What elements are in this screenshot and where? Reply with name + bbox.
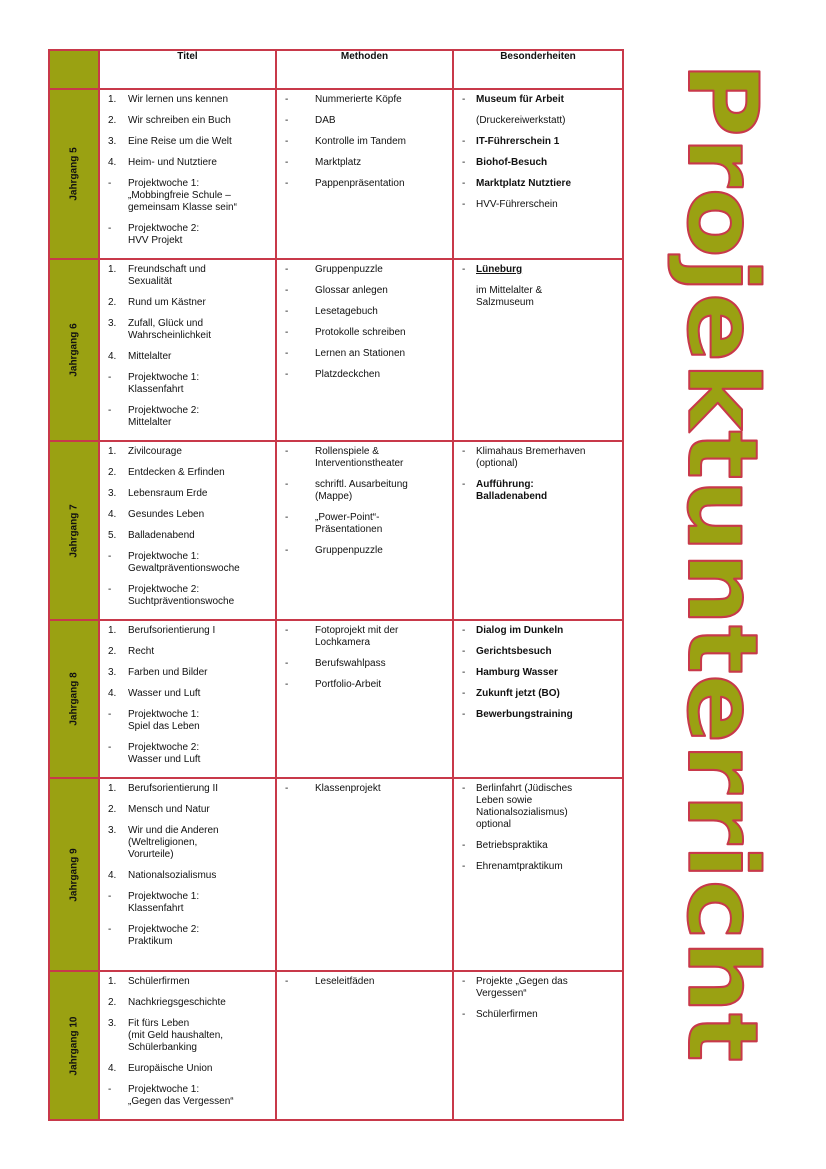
besonderheiten-list [454,779,622,884]
list-item [462,136,616,148]
list-item [108,924,269,948]
list-item [108,976,269,988]
item-text: Eine Reise um die Welt [128,136,232,147]
list-item [285,976,446,988]
item-marker: - [108,709,112,720]
header-titel: Titel [99,50,276,89]
item-text: Berufsorientierung I [128,625,216,636]
list-item [108,264,269,288]
year-label: Jahrgang 8 [68,672,80,726]
titel-cell [99,259,276,441]
item-marker: - [462,199,466,210]
item-text: Mensch und Natur [128,804,210,815]
item-marker: - [285,479,289,490]
year-label: Jahrgang 5 [68,147,80,201]
item-marker: - [108,924,112,935]
item-text: Zivilcourage [128,446,182,457]
item-marker: - [108,178,112,189]
item-text: Aufführung: Balladenabend [476,479,548,502]
item-text: Klassenprojekt [315,783,381,794]
item-text: Europäische Union [128,1063,213,1074]
item-marker: - [285,157,289,168]
list-item [462,199,616,211]
list-item [108,297,269,309]
item-marker: - [285,783,289,794]
item-text: Gruppenpuzzle [315,545,383,556]
item-text: IT-Führerschein 1 [476,136,560,147]
list-item [285,512,446,536]
list-item [285,306,446,318]
methoden-cell [276,620,453,778]
item-text: Projektwoche 1: „Mobbingfreie Schule – gemeinsam Klasse sein“ [128,178,237,213]
list-item [108,688,269,700]
item-marker: 4. [108,509,117,520]
item-text: Marktplatz [315,157,362,168]
titel-list [100,442,275,619]
list-item [108,372,269,396]
list-item [108,1063,269,1075]
side-title [665,62,778,1062]
list-item [462,625,616,637]
list-item [108,625,269,637]
item-text: Projektwoche 2: Praktikum [128,924,200,947]
besonderheiten-list [454,260,622,320]
item-marker: - [285,136,289,147]
item-text: Farben und Bilder [128,667,208,678]
list-item [285,264,446,276]
item-text: Zufall, Glück und Wahrscheinlichkeit [128,318,211,341]
item-marker: 4. [108,157,117,168]
item-marker [462,285,476,309]
methoden-list [277,972,452,999]
list-item [108,530,269,542]
item-marker: - [108,223,112,234]
item-text: Projektwoche 2: HVV Projekt [128,223,200,246]
item-marker: - [285,348,289,359]
item-text: Freundschaft und Sexualität [128,264,206,287]
item-text: Betriebspraktika [476,840,548,851]
methoden-cell [276,971,453,1120]
list-item [108,997,269,1009]
item-marker: - [108,372,112,383]
list-item [108,783,269,795]
list-item [108,446,269,458]
list-item [108,804,269,816]
item-marker: - [462,709,466,720]
besonderheiten-list [454,90,622,222]
titel-cell [99,778,276,971]
table-row [49,971,623,1120]
item-marker: 4. [108,870,117,881]
item-marker: - [285,446,289,457]
list-item [285,178,446,190]
item-marker: 2. [108,297,117,308]
list-item [285,679,446,691]
list-item [285,625,446,649]
year-cell [49,778,99,971]
titel-cell [99,620,276,778]
item-text: Mittelalter [128,351,172,362]
corner-cell [49,50,99,89]
item-marker: - [108,584,112,595]
item-text: Rollenspiele & Interventionstheater [315,446,404,469]
item-text: Projektwoche 2: Mittelalter [128,405,200,428]
item-marker: - [285,512,289,523]
list-item [462,667,616,679]
list-item [462,861,616,873]
item-marker: 1. [108,783,117,794]
item-marker: - [462,94,466,105]
titel-list [100,621,275,777]
table-row [49,441,623,620]
methoden-list [277,621,452,702]
item-text: Portfolio-Arbeit [315,679,382,690]
side-title-text: Projektunterricht [666,62,778,1000]
methoden-cell [276,441,453,620]
item-marker: - [462,976,466,987]
item-marker: - [108,551,112,562]
item-marker: - [285,115,289,126]
list-item [462,285,616,309]
methoden-list [277,779,452,806]
list-item [285,545,446,557]
besonderheiten-cell [453,89,623,259]
year-label: Jahrgang 6 [68,323,80,377]
list-item [108,891,269,915]
item-marker: - [285,369,289,380]
item-marker: - [285,976,289,987]
item-text: Fotoprojekt mit der Lochkamera [315,625,399,648]
list-item [108,115,269,127]
header-methoden: Methoden [276,50,453,89]
list-item [462,157,616,169]
besonderheiten-cell [453,778,623,971]
year-cell [49,620,99,778]
item-text: Recht [128,646,155,657]
methoden-cell [276,778,453,971]
item-text: Projektwoche 1: Gewaltpräventionswoche [128,551,240,574]
project-table [48,49,624,1121]
year-cell [49,971,99,1120]
item-marker: - [462,840,466,851]
item-marker: - [285,658,289,669]
item-marker: 4. [108,688,117,699]
list-item [108,870,269,882]
year-label: Jahrgang 9 [68,847,80,902]
item-text: Projektwoche 1: „Gegen das Vergessen“ [128,1084,234,1107]
table-row [49,89,623,259]
list-item [285,658,446,670]
methoden-cell [276,89,453,259]
item-text: Schülerfirmen [476,1009,538,1020]
item-text: schriftl. Ausarbeitung (Mappe) [315,479,408,502]
item-marker: - [462,178,466,189]
item-text: Projektwoche 2: Suchtpräventionswoche [128,584,235,607]
item-text: Projekte „Gegen das Vergessen“ [476,976,568,999]
item-text: Wasser und Luft [128,688,201,699]
item-text: Wir lernen uns kennen [128,94,229,105]
item-marker: - [285,285,289,296]
table-body [49,89,623,1120]
item-text: DAB [315,115,336,126]
item-text: Projektwoche 1: Spiel das Leben [128,709,200,732]
list-item [462,446,616,470]
item-text: Entdecken & Erfinden [128,467,225,478]
item-text: Dialog im Dunkeln [476,625,564,636]
item-text: Wir und die Anderen (Weltreligionen, Vorurteile) [128,825,219,860]
besonderheiten-cell [453,971,623,1120]
item-marker: - [108,1084,112,1095]
item-marker: - [285,545,289,556]
item-text: Biohof-Besuch [476,157,548,168]
item-marker: 3. [108,136,117,147]
item-marker: 3. [108,825,117,836]
year-cell [49,441,99,620]
header-besonderheiten: Besonderheiten [453,50,623,89]
item-marker: 3. [108,488,117,499]
item-marker: 2. [108,646,117,657]
item-marker: - [462,136,466,147]
list-item [108,351,269,363]
list-item [462,783,616,831]
list-item [285,348,446,360]
titel-list [100,779,275,959]
year-label: Jahrgang 7 [68,503,80,558]
item-marker: - [108,405,112,416]
item-marker: 2. [108,997,117,1008]
item-marker: 2. [108,467,117,478]
list-item [285,157,446,169]
list-item [108,136,269,148]
item-text: Lebensraum Erde [128,488,208,499]
item-text: Projektwoche 1: Klassenfahrt [128,372,200,395]
list-item [108,742,269,766]
item-marker: 4. [108,351,117,362]
item-marker: - [462,688,466,699]
list-item [462,976,616,1000]
item-marker: - [462,667,466,678]
item-text: Projektwoche 1: Klassenfahrt [128,891,200,914]
list-item [108,223,269,247]
list-item [285,446,446,470]
item-text: Projektwoche 2: Wasser und Luft [128,742,201,765]
item-text: Leseleitfäden [315,976,375,987]
item-marker: 1. [108,625,117,636]
titel-cell [99,971,276,1120]
titel-cell [99,89,276,259]
besonderheiten-cell [453,620,623,778]
item-marker: 3. [108,667,117,678]
item-text: Nachkriegsgeschichte [128,997,226,1008]
item-text: Rund um Kästner [128,297,206,308]
list-item [108,667,269,679]
item-text: Lernen an Stationen [315,348,406,359]
item-text: (Druckereiwerkstatt) [476,115,566,126]
item-marker: - [285,327,289,338]
item-marker: - [462,157,466,168]
item-marker: - [285,306,289,317]
item-text: Klimahaus Bremerhaven (optional) [476,446,586,469]
item-marker: 1. [108,264,117,275]
item-marker: - [462,264,466,275]
list-item [108,825,269,861]
list-item [462,688,616,700]
titel-cell [99,441,276,620]
item-text: im Mittelalter & Salzmuseum [476,285,543,308]
titel-list [100,260,275,440]
item-text: Platzdeckchen [315,369,381,380]
item-text: Berlinfahrt (Jüdisches Leben sowie Nationalsozialismus) optional [476,783,573,830]
list-item [462,646,616,658]
list-item [108,318,269,342]
item-marker: 2. [108,804,117,815]
list-item [462,1009,616,1021]
item-marker: 1. [108,94,117,105]
list-item [285,479,446,503]
item-marker: - [108,742,112,753]
item-marker: - [108,891,112,902]
item-text: Protokolle schreiben [315,327,406,338]
item-marker: - [462,625,466,636]
besonderheiten-cell [453,259,623,441]
list-item [285,285,446,297]
list-item [108,709,269,733]
item-text: Fit fürs Leben (mit Geld haushalten, Schülerbanking [128,1018,224,1053]
item-marker: - [462,446,466,457]
item-marker: - [285,94,289,105]
methoden-list [277,442,452,568]
methoden-list [277,260,452,392]
list-item [462,264,616,276]
item-marker: 3. [108,1018,117,1029]
item-marker: 3. [108,318,117,329]
list-item [108,1084,269,1108]
item-text: Heim- und Nutztiere [128,157,217,168]
list-item [462,115,616,127]
item-text: Gerichtsbesuch [476,646,552,657]
item-text: Bewerbungstraining [476,709,573,720]
besonderheiten-list [454,621,622,732]
item-text: Schülerfirmen [128,976,190,987]
item-marker: - [285,178,289,189]
item-text: Glossar anlegen [315,285,388,296]
list-item [462,840,616,852]
list-item [108,405,269,429]
item-marker: - [462,1009,466,1020]
item-text: Gesundes Leben [128,509,205,520]
table-row [49,259,623,441]
titel-list [100,972,275,1119]
header-row [49,50,623,89]
list-item [108,94,269,106]
item-text: Zukunft jetzt (BO) [476,688,560,699]
list-item [462,709,616,721]
list-item [285,136,446,148]
item-text: HVV-Führerschein [476,199,558,210]
year-cell [49,259,99,441]
list-item [108,646,269,658]
list-item [285,783,446,795]
item-text: Hamburg Wasser [476,667,558,678]
list-item [108,509,269,521]
besonderheiten-list [454,442,622,514]
methoden-cell [276,259,453,441]
year-label: Jahrgang 10 [68,1016,80,1075]
list-item [108,584,269,608]
item-text: Lesetagebuch [315,306,378,317]
item-marker [462,115,476,127]
item-marker: 5. [108,530,117,541]
item-text: Berufsorientierung II [128,783,219,794]
item-marker: 2. [108,115,117,126]
list-item [462,178,616,190]
item-marker: 4. [108,1063,117,1074]
list-item [108,467,269,479]
item-marker: - [462,646,466,657]
item-marker: - [462,783,466,794]
item-marker: - [462,861,466,872]
list-item [285,94,446,106]
list-item [108,178,269,214]
list-item [285,369,446,381]
item-text: Lüneburg [476,264,523,275]
list-item [108,1018,269,1054]
list-item [108,551,269,575]
item-text: Wir schreiben ein Buch [128,115,231,126]
list-item [462,94,616,106]
item-marker: - [462,479,466,490]
list-item [108,157,269,169]
item-text: Gruppenpuzzle [315,264,383,275]
list-item [462,479,616,503]
item-text: „Power-Point“- Präsentationen [315,512,383,535]
item-marker: - [285,264,289,275]
titel-list [100,90,275,258]
item-marker: - [285,625,289,636]
item-text: Balladenabend [128,530,195,541]
item-marker: - [285,679,289,690]
item-marker: 1. [108,446,117,457]
item-text: Ehrenamtpraktikum [476,861,563,872]
item-marker: 1. [108,976,117,987]
besonderheiten-cell [453,441,623,620]
item-text: Marktplatz Nutztiere [476,178,572,189]
table-row [49,620,623,778]
list-item [108,488,269,500]
item-text: Kontrolle im Tandem [315,136,406,147]
item-text: Nationalsozialismus [128,870,217,881]
methoden-list [277,90,452,201]
item-text: Pappenpräsentation [315,178,405,189]
item-text: Nummerierte Köpfe [315,94,402,105]
besonderheiten-list [454,972,622,1032]
year-cell [49,89,99,259]
list-item [285,115,446,127]
item-text: Berufswahlpass [315,658,386,669]
table-row [49,778,623,971]
list-item [285,327,446,339]
item-text: Museum für Arbeit [476,94,564,105]
